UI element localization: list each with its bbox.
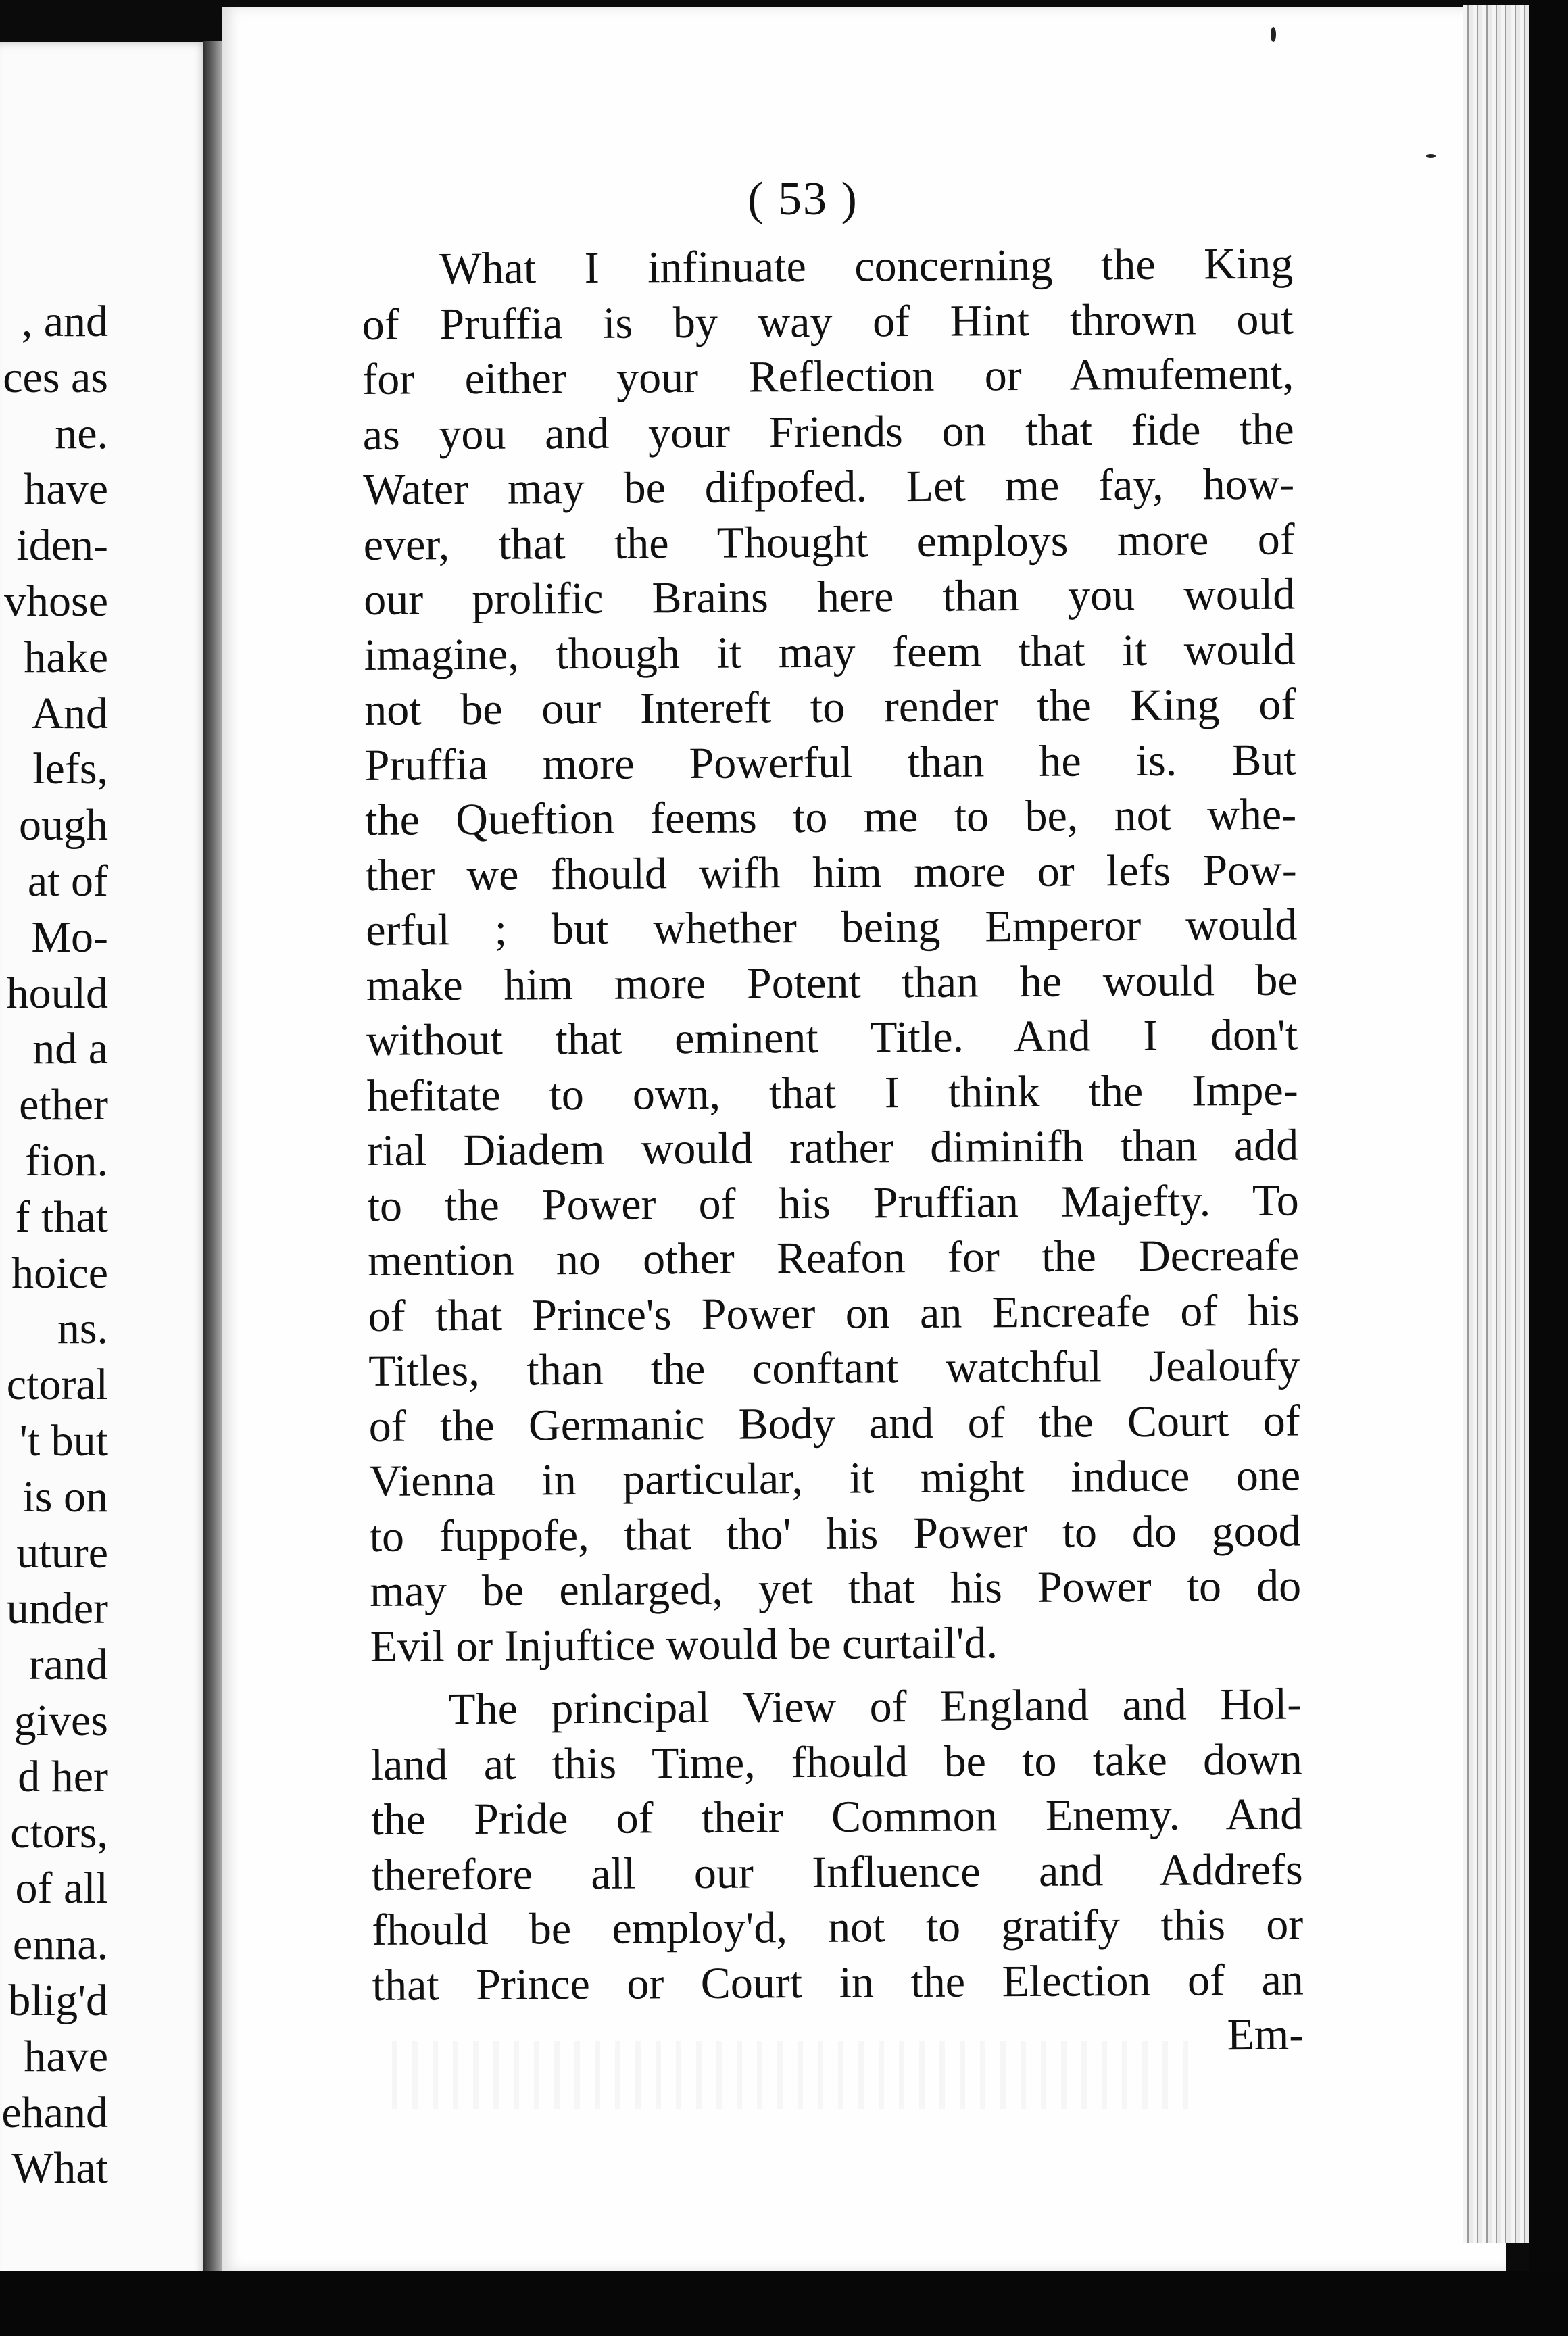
left-page-fragment: have — [24, 464, 108, 514]
text-line: mention no other Reafon for the Decreafe — [367, 1230, 1300, 1286]
text-line: ever, that the Thought employs more of — [363, 514, 1295, 570]
text-line: as you and your Friends on that fide the — [362, 404, 1294, 460]
text-line: of Pruffia is by way of Hint thrown out — [362, 294, 1294, 349]
text-line: for either your Reflection or Amufement, — [362, 349, 1294, 404]
left-page-fragment: hake — [24, 632, 108, 682]
text-line: Water may be difpofed. Let me fay, how- — [363, 459, 1295, 514]
left-page-fragment: d her — [18, 1751, 108, 1801]
text-line: Titles, than the conftant watchful Jealoufy — [368, 1340, 1300, 1396]
page-edges — [1463, 5, 1531, 2243]
text-line: land at this Time, fhould be to take down — [370, 1734, 1302, 1790]
catchword: Em- — [1227, 2010, 1304, 2060]
speck-mark — [1426, 154, 1436, 158]
left-page-fragment: have — [24, 2031, 108, 2081]
text-line: not be our Intereft to render the King of — [364, 679, 1296, 735]
left-page — [0, 42, 210, 2293]
left-page-fragment: hould — [6, 968, 108, 1018]
left-page-fragment: ough — [19, 800, 108, 850]
left-page-fragment: , and — [21, 297, 108, 346]
text-line: of that Prince's Power on an Encreafe of his — [368, 1286, 1300, 1341]
bottom-edge — [0, 2271, 1568, 2336]
text-line: the Queftion feems to me to be, not whe- — [365, 789, 1297, 845]
show-through-marks — [392, 2041, 1203, 2109]
left-page-fragment: ctors, — [10, 1807, 108, 1857]
left-page-fragment: ces as — [3, 352, 108, 402]
left-page-fragment: Mo- — [31, 912, 108, 962]
speck-mark — [1271, 27, 1276, 42]
left-page-fragment: lefs, — [32, 744, 108, 794]
left-page-fragment: at of — [27, 856, 108, 906]
text-line: to fuppofe, that tho' his Power to do good — [369, 1506, 1301, 1561]
left-page-fragment: uture — [16, 1528, 108, 1578]
left-page-fragment: iden- — [16, 520, 108, 570]
text-line: rial Diadem would rather diminifh than add — [366, 1120, 1299, 1175]
paragraph-1 — [362, 237, 1302, 1674]
text-line: may be enlarged, yet that his Power to do — [369, 1561, 1302, 1616]
text-line: The principal View of England and Hol- — [448, 1679, 1302, 1734]
left-page-fragment: ehand — [1, 2087, 108, 2137]
text-line: of the Germanic Body and of the Court of — [368, 1396, 1300, 1451]
text-line: hefitate to own, that I think the Impe- — [366, 1065, 1298, 1121]
page-edge-shadow — [1529, 0, 1568, 2336]
left-page-fragment: hoice — [11, 1248, 108, 1298]
left-page-fragment: And — [31, 688, 108, 738]
text-line: the Pride of their Common Enemy. And — [371, 1789, 1303, 1845]
text-line: our prolific Brains here than you would — [364, 569, 1296, 625]
text-line: that Prince or Court in the Election of an — [372, 1955, 1304, 2010]
text-line: What I infinuate concerning the King — [439, 239, 1294, 294]
page-number: ( 53 ) — [748, 173, 858, 225]
left-page-fragment: gives — [14, 1695, 108, 1745]
text-line: therefore all our Influence and Addrefs — [371, 1845, 1303, 1900]
left-page-fragment: What — [11, 2143, 108, 2193]
left-page-fragment: f that — [15, 1192, 108, 1242]
text-line: make him more Potent than he would be — [366, 955, 1298, 1011]
left-page-fragment: 't but — [19, 1415, 108, 1465]
text-line: erful ; but whether being Emperor would — [365, 900, 1298, 955]
body-text — [362, 237, 1304, 2068]
left-page-text-fragments — [0, 294, 210, 2197]
text-line: without that eminent Title. And I don't — [366, 1010, 1298, 1065]
left-page-fragment: ether — [19, 1080, 108, 1130]
left-page-fragment: nd a — [32, 1024, 108, 1074]
left-page-fragment: is on — [22, 1471, 108, 1522]
text-line: imagine, though it may feem that it would — [364, 625, 1296, 680]
text-line: fhould be employ'd, not to gratify this or — [372, 1899, 1304, 1955]
text-line: Pruffia more Powerful than he is. But — [364, 735, 1296, 790]
left-page-fragment: rand — [28, 1640, 108, 1690]
text-line: Vienna in particular, it might induce one — [368, 1451, 1301, 1506]
left-page-fragment: vhose — [4, 576, 108, 626]
text-line: to the Power of his Pruffian Majefty. To — [367, 1175, 1299, 1231]
left-page-fragment: enna. — [12, 1920, 108, 1970]
text-line: Evil or Injuftice would be curtail'd. — [370, 1617, 998, 1672]
left-page-fragment: under — [6, 1584, 108, 1634]
left-page-fragment: ctoral — [6, 1360, 108, 1410]
left-page-fragment: blig'd — [8, 1975, 108, 2025]
left-page-fragment: of all — [15, 1864, 108, 1914]
text-line: ther we fhould wifh him more or lefs Pow- — [365, 845, 1297, 900]
paragraph-2 — [370, 1677, 1304, 2013]
left-page-fragment: ns. — [57, 1304, 108, 1354]
left-page-fragment: ne. — [55, 408, 108, 458]
left-page-fragment: fion. — [25, 1136, 108, 1186]
